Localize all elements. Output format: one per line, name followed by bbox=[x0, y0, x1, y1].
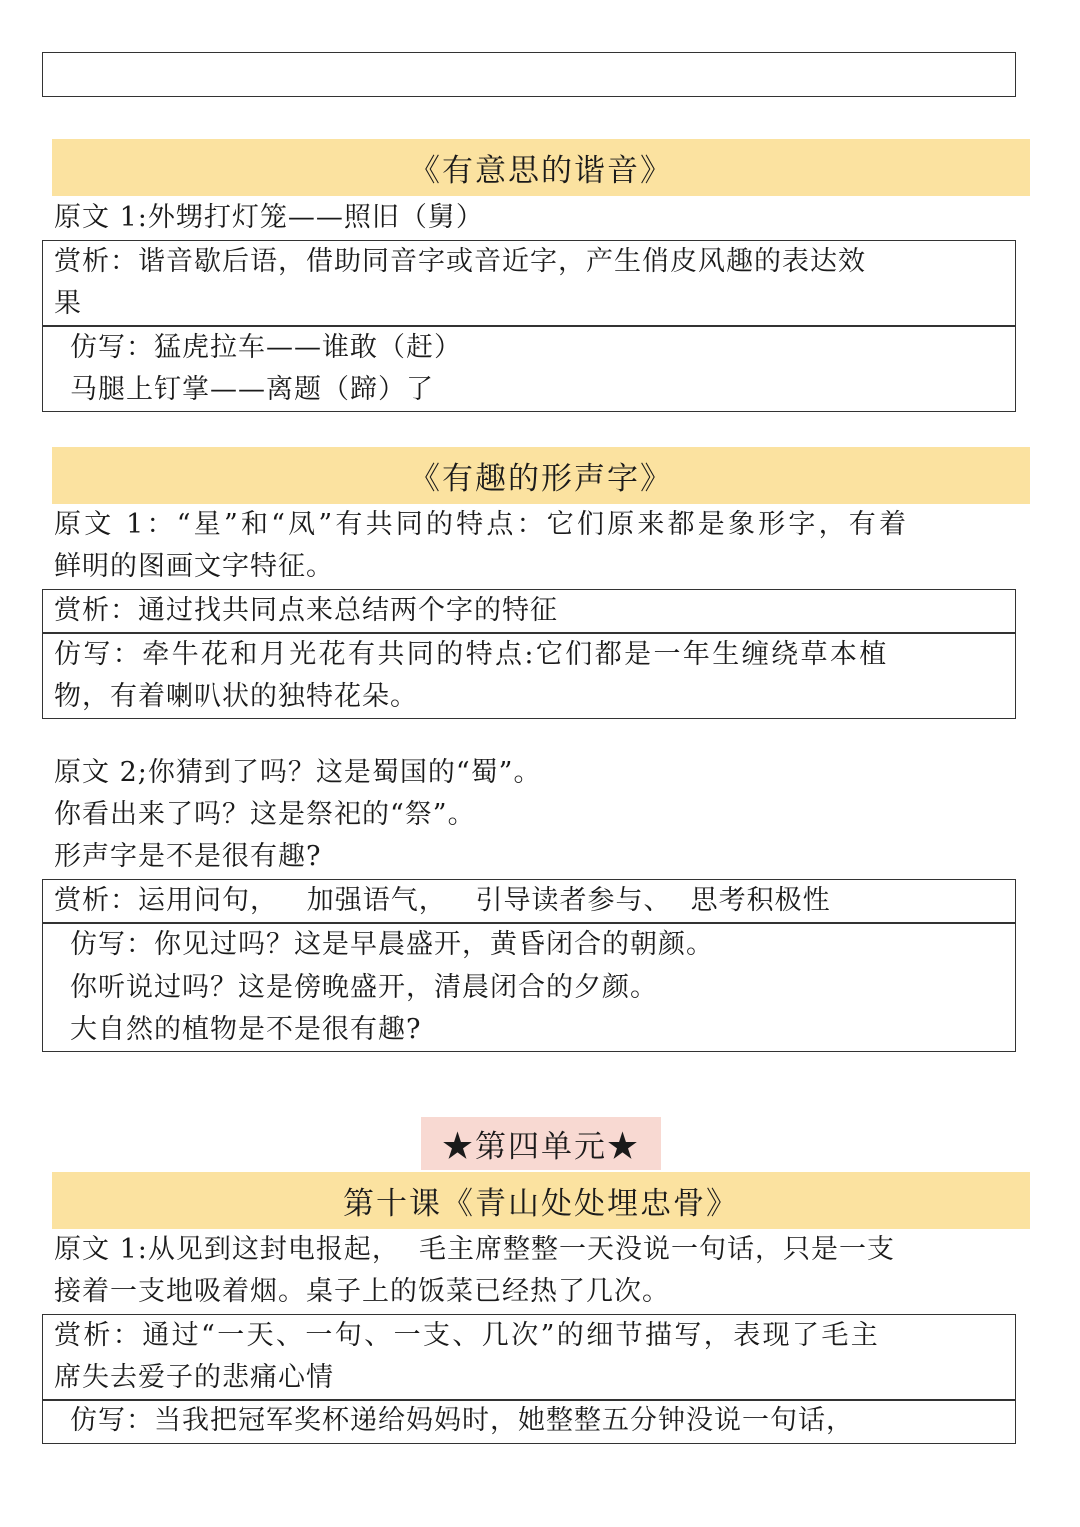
imitation-line: 你听说过吗？这是傍晚盛开，清晨闭合的夕颜。 bbox=[70, 972, 658, 1003]
analysis-line: 席失去爱子的悲痛心情 bbox=[54, 1362, 334, 1393]
section-title: 《有意思的谐音》 bbox=[52, 139, 1030, 196]
original-text: 原文 1:外甥打灯笼——照旧（舅） bbox=[54, 202, 484, 233]
analysis-line: 赏析：运用问句， 加强语气， 引导读者参与、 思考积极性 bbox=[54, 885, 831, 916]
original-text: 原文 1：“星”和“凤”有共同的特点：它们原来都是象形字，有着 bbox=[54, 509, 910, 540]
imitation-line: 大自然的植物是不是很有趣? bbox=[70, 1014, 422, 1045]
unit-title: ★第四单元★ bbox=[421, 1117, 661, 1170]
original-text: 鲜明的图画文字特征。 bbox=[54, 551, 334, 582]
original-text: 接着一支地吸着烟。桌子上的饭菜已经热了几次。 bbox=[54, 1276, 670, 1307]
imitation-line: 仿写：当我把冠军奖杯递给妈妈时，她整整五分钟没说一句话， bbox=[70, 1405, 854, 1436]
imitation-line: 仿写：猛虎拉车——谁敢（赶） bbox=[70, 332, 462, 363]
imitation-line: 仿写：牵牛花和月光花有共同的特点:它们都是一年生缠绕草本植 bbox=[54, 639, 889, 670]
imitation-line: 仿写：你见过吗？这是早晨盛开，黄昏闭合的朝颜。 bbox=[70, 929, 714, 960]
section-title: 《有趣的形声字》 bbox=[52, 447, 1030, 504]
original-text: 原文 1:从见到这封电报起， 毛主席整整一天没说一句话，只是一支 bbox=[54, 1234, 896, 1265]
original-text: 你看出来了吗？这是祭祀的“祭”。 bbox=[54, 799, 476, 830]
analysis-line: 赏析：通过找共同点来总结两个字的特征 bbox=[54, 595, 558, 626]
imitation-line: 马腿上钉掌——离题（蹄）了 bbox=[70, 374, 434, 405]
analysis-line: 果 bbox=[54, 288, 82, 319]
original-text: 形声字是不是很有趣? bbox=[54, 841, 322, 872]
analysis-line: 赏析：谐音歇后语，借助同音字或音近字，产生俏皮风趣的表达效 bbox=[54, 246, 866, 277]
imitation-line: 物，有着喇叭状的独特花朵。 bbox=[54, 681, 418, 712]
top-empty-box bbox=[42, 52, 1016, 97]
analysis-line: 赏析：通过“一天、一句、一支、几次”的细节描写，表现了毛主 bbox=[54, 1320, 881, 1351]
section-title: 第十课《青山处处埋忠骨》 bbox=[52, 1172, 1030, 1229]
original-text: 原文 2;你猜到了吗？这是蜀国的“蜀”。 bbox=[54, 757, 542, 788]
